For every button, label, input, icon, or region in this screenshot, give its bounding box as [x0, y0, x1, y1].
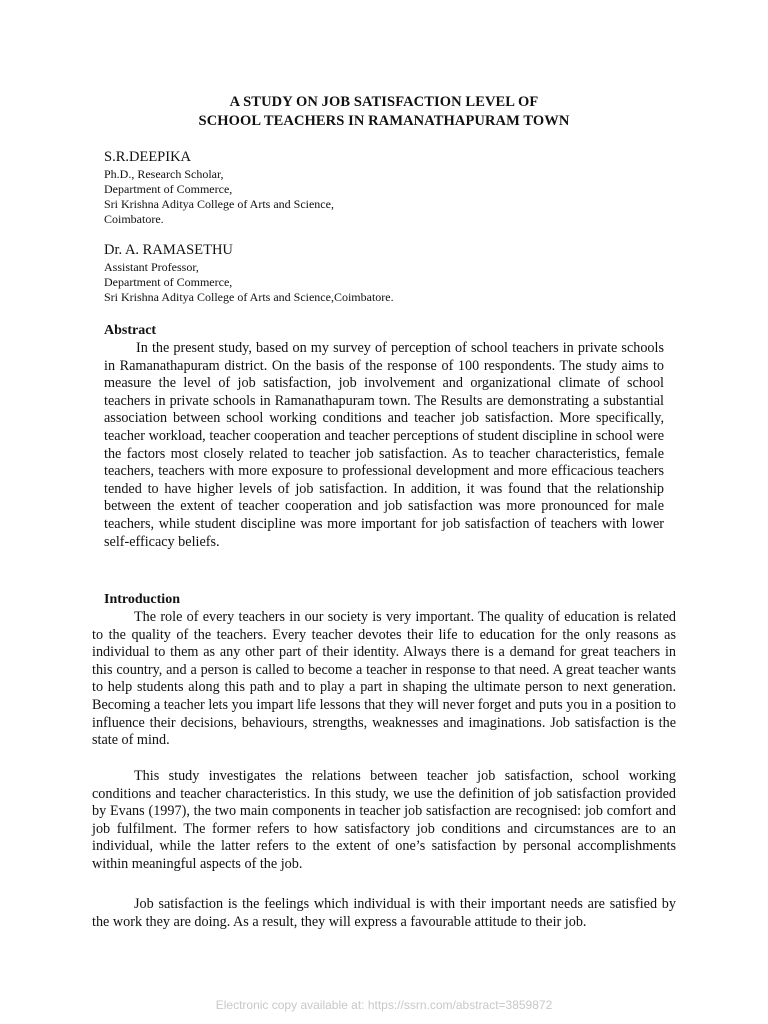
introduction-paragraph-3: Job satisfaction is the feelings which individual is with their important needs are satisfied by the work they are doing. As a result, they will express a favourable attitude to their job.: [92, 896, 676, 930]
abstract-heading: Abstract: [104, 323, 157, 338]
introduction-heading: Introduction: [104, 592, 180, 607]
introduction-paragraph-2: This study investigates the relations between teacher job satisfaction, school working conditions and teacher characteristics. In this study, we use the definition of job satisfaction provided by Evans (1997), the two main components in teacher job satisfaction are recognised: job comfort and job fulfilment. The former refers to how satisfactory job conditions and circumstances are to an individual, while the latter refers to the extent of one’s satisfaction by personal accomplishments within meaningful aspects of the job.: [92, 768, 676, 872]
author-affiliation-line: Sri Krishna Aditya College of Arts and Science,: [104, 197, 334, 211]
paper-title-line-2: SCHOOL TEACHERS IN RAMANATHAPURAM TOWN: [198, 113, 570, 129]
author-block-2: [104, 240, 394, 305]
author-affiliation-line: Assistant Professor,: [104, 260, 199, 274]
author-affiliation-line: Department of Commerce,: [104, 275, 233, 289]
author-name: S.R.DEEPIKA: [104, 149, 192, 165]
paper-title-line-1: A STUDY ON JOB SATISFACTION LEVEL OF: [229, 94, 539, 110]
author-affiliation-line: Coimbatore.: [104, 212, 164, 226]
author-affiliation-line: Sri Krishna Aditya College of Arts and Science,Coimbatore.: [104, 290, 394, 304]
author-block-1: [104, 147, 334, 227]
ssrn-footer-link[interactable]: Electronic copy available at: https://ssrn.com/abstract=3859872: [215, 998, 553, 1012]
author-name: Dr. A. RAMASETHU: [104, 242, 233, 258]
author-affiliation-line: Department of Commerce,: [104, 182, 233, 196]
introduction-paragraph-1: The role of every teachers in our society is very important. The quality of education is related to the quality of the teachers. Every teacher devotes their life to education for the only reasons as individual to them as any other part of their identity. Always there is a demand for great teachers in this country, and a person is called to become a teacher in response to that need. A great teacher wants to help students along this path and to play a part in shaping the ultimate person to next generation. Becoming a teacher lets you impart life lessons that they will never forget and puts you in a position to influence their decisions, behaviours, strengths, weaknesses and imaginations. Job satisfaction is the state of mind.: [92, 609, 676, 749]
abstract-text: In the present study, based on my survey of perception of school teachers in private schools in Ramanathapuram district. On the basis of the response of 100 respondents. The study aims to measure the level of job satisfaction, job involvement and organizational climate of school teachers in private schools in Ramanathapuram town. The Results are demonstrating a substantial association between school working conditions and teacher job satisfaction. More specifically, teacher workload, teacher cooperation and teacher perceptions of student discipline in school were the factors most closely related to teacher job satisfaction. As to teacher characteristics, female teachers, teachers with more exposure to professional development and more efficacious teachers tended to have higher levels of job satisfaction. In addition, it was found that the relationship between the extent of teacher cooperation and job satisfaction was more pronounced for male teachers, while student discipline was more important for job satisfaction of teachers with lower self-efficacy beliefs.: [104, 340, 664, 550]
author-affiliation-line: Ph.D., Research Scholar,: [104, 167, 224, 181]
